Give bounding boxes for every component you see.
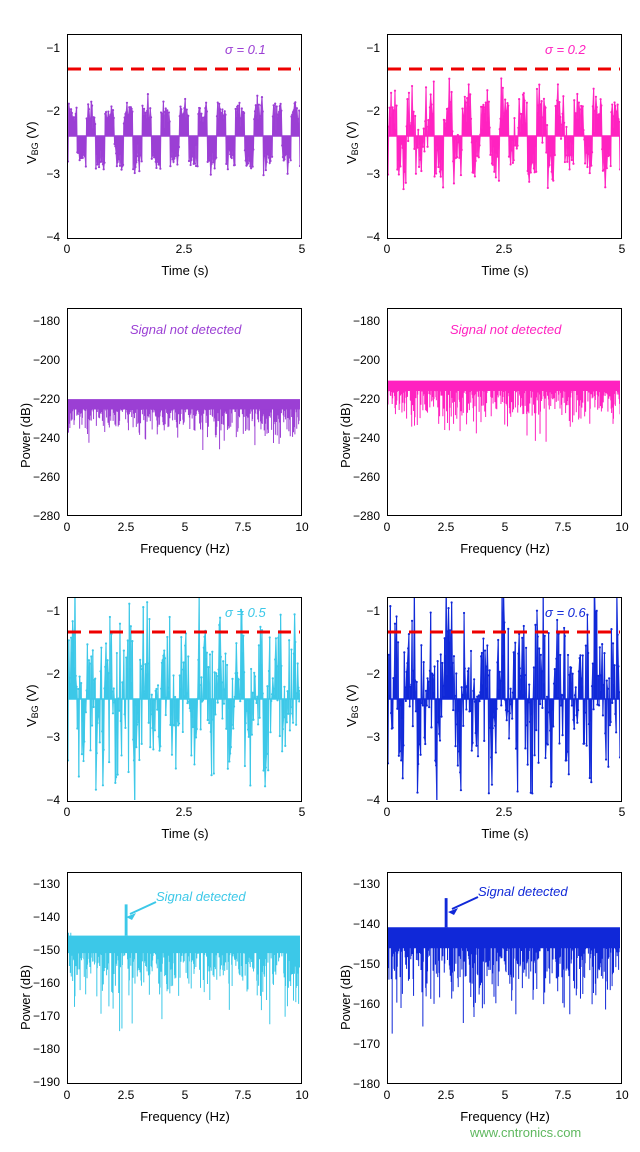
- panel-a-ylabel: $V_{BG}$ (V): [24, 121, 40, 164]
- panel-c-xtick-1: 2.5: [117, 520, 135, 534]
- panel-f-ytick-0: −1: [366, 604, 380, 618]
- panel-e-sigma-label: σ = 0.5: [225, 605, 266, 620]
- panel-d-xtick-4: 10: [615, 520, 629, 534]
- panel-a-xtick-1: 2.5: [175, 242, 193, 256]
- panel-f: [320, 577, 640, 847]
- panel-f-xtick-2: 5: [618, 805, 626, 819]
- panel-d-xtick-0: 0: [383, 520, 391, 534]
- panel-d-ytick-1: −200: [352, 353, 380, 367]
- panel-g-ytick-4: −170: [32, 1009, 60, 1023]
- panel-f-xtick-0: 0: [383, 805, 391, 819]
- panel-g-svg: [68, 873, 300, 1082]
- panel-h-xlabel: Frequency (Hz): [460, 1109, 550, 1124]
- panel-g-xtick-1: 2.5: [117, 1088, 135, 1102]
- panel-e-xtick-2: 5: [298, 805, 306, 819]
- panel-g-ytick-0: −130: [32, 877, 60, 891]
- panel-h-xtick-2: 5: [501, 1088, 509, 1102]
- panel-e-xtick-1: 2.5: [175, 805, 193, 819]
- panel-b: [320, 14, 640, 284]
- panel-g-ylabel: Power (dB): [18, 964, 33, 1030]
- panel-d-ytick-4: −260: [352, 470, 380, 484]
- panel-f-ytick-1: −2: [366, 667, 380, 681]
- panel-g: [0, 862, 320, 1142]
- panel-c-ytick-2: −220: [32, 392, 60, 406]
- panel-g-annotation: Signal detected: [156, 889, 246, 904]
- panel-d-xlabel: Frequency (Hz): [460, 541, 550, 556]
- panel-d-xtick-3: 7.5: [554, 520, 572, 534]
- panel-d-ytick-0: −180: [352, 314, 380, 328]
- panel-g-ytick-5: −180: [32, 1042, 60, 1056]
- panel-d-xtick-2: 5: [501, 520, 509, 534]
- panel-h-xtick-3: 7.5: [554, 1088, 572, 1102]
- panel-b-xtick-0: 0: [383, 242, 391, 256]
- panel-e-ytick-2: −3: [46, 730, 60, 744]
- panel-g-xtick-0: 0: [63, 1088, 71, 1102]
- panel-b-sigma-label: σ = 0.2: [545, 42, 586, 57]
- panel-c-ytick-0: −180: [32, 314, 60, 328]
- panel-d-ytick-5: −280: [352, 509, 380, 523]
- panel-d-annotation: Signal not detected: [450, 322, 562, 337]
- panel-d-xtick-1: 2.5: [437, 520, 455, 534]
- panel-b-ylabel: $V_{BG}$ (V): [344, 121, 360, 164]
- panel-a-ytick-1: −2: [46, 104, 60, 118]
- panel-b-xtick-2: 5: [618, 242, 626, 256]
- panel-b-xlabel: Time (s): [481, 263, 529, 278]
- panel-b-ytick-2: −3: [366, 167, 380, 181]
- panel-c-ytick-3: −240: [32, 431, 60, 445]
- panel-e-ytick-1: −2: [46, 667, 60, 681]
- panel-c-ytick-4: −260: [32, 470, 60, 484]
- panel-h-annotation: Signal detected: [478, 884, 568, 899]
- panel-g-ytick-3: −160: [32, 976, 60, 990]
- panel-c-ytick-1: −200: [32, 353, 60, 367]
- watermark: www.cntronics.com: [470, 1125, 582, 1140]
- panel-e-ytick-3: −4: [46, 793, 60, 807]
- panel-h-svg: [388, 873, 620, 1082]
- panel-c-svg: [68, 309, 300, 514]
- panel-b-ytick-3: −4: [366, 230, 380, 244]
- panel-b-ytick-0: −1: [366, 41, 380, 55]
- panel-e: [0, 577, 320, 847]
- panel-b-svg: [388, 35, 620, 237]
- panel-a-xlabel: Time (s): [161, 263, 209, 278]
- panel-a-ytick-0: −1: [46, 41, 60, 55]
- panel-g-ytick-1: −140: [32, 910, 60, 924]
- panel-e-ytick-0: −1: [46, 604, 60, 618]
- panel-e-ylabel: $V_{BG}$ (V): [24, 684, 40, 727]
- panel-a-plot: [67, 34, 302, 239]
- panel-d-ylabel: Power (dB): [338, 402, 353, 468]
- panel-g-xlabel: Frequency (Hz): [140, 1109, 230, 1124]
- panel-d: [320, 300, 640, 570]
- panel-h-xtick-4: 10: [615, 1088, 629, 1102]
- panel-h-ylabel: Power (dB): [338, 964, 353, 1030]
- panel-c-ytick-5: −280: [32, 509, 60, 523]
- panel-f-ylabel: $V_{BG}$ (V): [344, 684, 360, 727]
- panel-b-xtick-1: 2.5: [495, 242, 513, 256]
- panel-a-svg: [68, 35, 300, 237]
- panel-b-ytick-1: −2: [366, 104, 380, 118]
- panel-e-plot: [67, 597, 302, 802]
- panel-g-xtick-4: 10: [295, 1088, 309, 1102]
- panel-b-plot: [387, 34, 622, 239]
- panel-c-xtick-0: 0: [63, 520, 71, 534]
- panel-c-xtick-2: 5: [181, 520, 189, 534]
- panel-h-xtick-0: 0: [383, 1088, 391, 1102]
- panel-e-xlabel: Time (s): [161, 826, 209, 841]
- panel-c: [0, 300, 320, 570]
- panel-f-ytick-3: −4: [366, 793, 380, 807]
- panel-f-sigma-label: σ = 0.6: [545, 605, 586, 620]
- panel-a-xtick-2: 5: [298, 242, 306, 256]
- panel-f-xtick-1: 2.5: [495, 805, 513, 819]
- panel-c-annotation: Signal not detected: [130, 322, 242, 337]
- panel-h-ytick-1: −140: [352, 917, 380, 931]
- panel-a-sigma-label: σ = 0.1: [225, 42, 266, 57]
- panel-d-svg: [388, 309, 620, 514]
- panel-h-ytick-3: −160: [352, 997, 380, 1011]
- panel-g-ytick-6: −190: [32, 1075, 60, 1089]
- panel-c-ylabel: Power (dB): [18, 402, 33, 468]
- panel-a-xtick-0: 0: [63, 242, 71, 256]
- panel-d-ytick-3: −240: [352, 431, 380, 445]
- panel-d-plot: [387, 308, 622, 516]
- panel-g-ytick-2: −150: [32, 943, 60, 957]
- panel-h-ytick-2: −150: [352, 957, 380, 971]
- panel-c-xtick-3: 7.5: [234, 520, 252, 534]
- panel-h-ytick-0: −130: [352, 877, 380, 891]
- panel-h: [320, 862, 640, 1142]
- panel-f-svg: [388, 598, 620, 800]
- panel-g-xtick-2: 5: [181, 1088, 189, 1102]
- panel-f-plot: [387, 597, 622, 802]
- panel-a: [0, 14, 320, 284]
- panel-h-plot: [387, 872, 622, 1084]
- panel-d-ytick-2: −220: [352, 392, 380, 406]
- panel-a-ytick-2: −3: [46, 167, 60, 181]
- panel-c-plot: [67, 308, 302, 516]
- panel-h-xtick-1: 2.5: [437, 1088, 455, 1102]
- panel-f-xlabel: Time (s): [481, 826, 529, 841]
- panel-g-xtick-3: 7.5: [234, 1088, 252, 1102]
- panel-e-xtick-0: 0: [63, 805, 71, 819]
- panel-c-xlabel: Frequency (Hz): [140, 541, 230, 556]
- panel-e-svg: [68, 598, 300, 800]
- panel-f-ytick-2: −3: [366, 730, 380, 744]
- panel-a-ytick-3: −4: [46, 230, 60, 244]
- panel-h-ytick-4: −170: [352, 1037, 380, 1051]
- panel-c-xtick-4: 10: [295, 520, 309, 534]
- panel-h-ytick-5: −180: [352, 1077, 380, 1091]
